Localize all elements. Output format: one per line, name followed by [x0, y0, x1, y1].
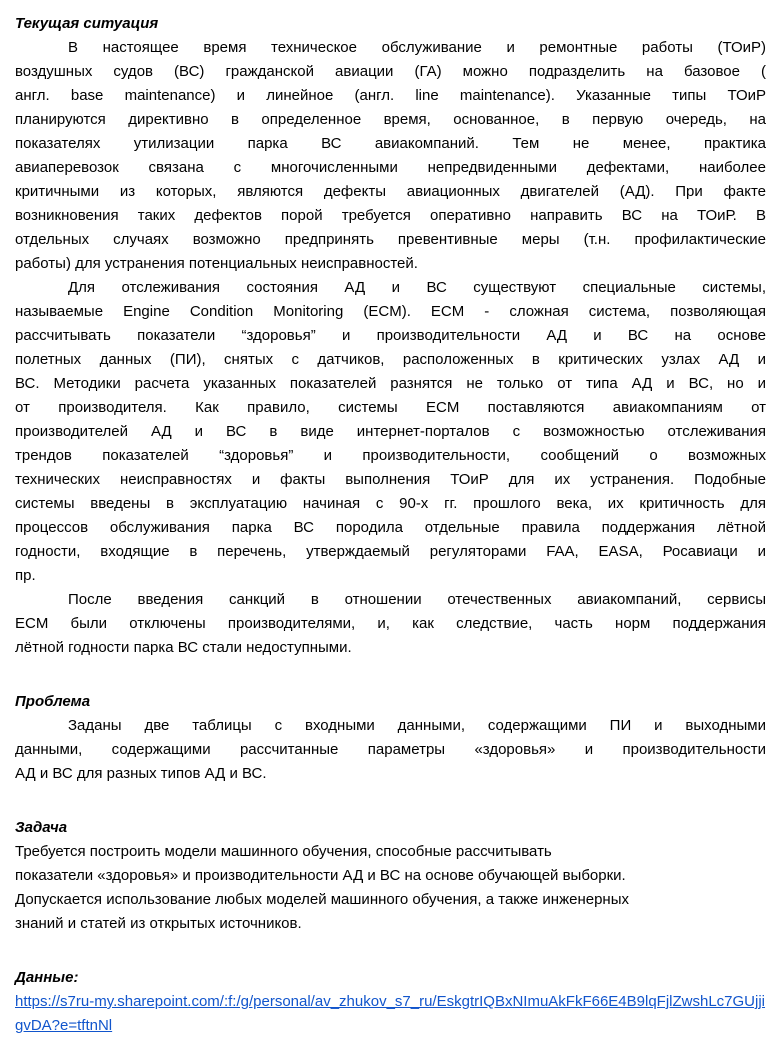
text-line: называемые Engine Condition Monitoring (ECM). ECM - сложная система, позволяющая: [15, 303, 766, 320]
text-line: рассчитывать показатели “здоровья” и производительности АД и ВС на основе: [15, 327, 766, 344]
document-body: [15, 12, 766, 1038]
text-line: знаний и статей из открытых источников.: [15, 915, 302, 932]
text-line: от производителя. Как правило, системы ECM поставляются авиакомпаниям от: [15, 399, 766, 416]
heading-task: Задача: [15, 819, 68, 836]
text-line: Заданы две таблицы с входными данными, содержащими ПИ и выходными: [68, 717, 766, 734]
text-line: АД и ВС для разных типов АД и ВС.: [15, 765, 267, 782]
heading-data: Данные:: [15, 969, 79, 986]
text-line: данными, содержащими рассчитанные параметры «здоровья» и производительности: [15, 741, 766, 758]
heading-current-situation: Текущая ситуация: [15, 15, 159, 32]
text-line: полетных данных (ПИ), снятых с датчиков, расположенных в критических узлах АД и: [15, 351, 766, 368]
text-line: технических неисправностях и факты выполнения ТОиР для их устранения. Подобные: [15, 471, 766, 488]
paragraph-task: [15, 840, 766, 936]
text-line: трендов показателей “здоровья” и производительности, сообщений о возможных: [15, 447, 766, 464]
text-line: После введения санкций в отношении отечественных авиакомпаний, сервисы: [68, 591, 766, 608]
text-line: работы) для устранения потенциальных неисправностей.: [15, 255, 418, 272]
paragraph-current-situation-3: [15, 588, 766, 660]
text-line: авиаперевозок связана с многочисленными непредвиденными дефектами, наиболее: [15, 159, 766, 176]
text-line: воздушных судов (ВС) гражданской авиации (ГА) можно подразделить на базовое (: [15, 63, 766, 80]
text-line: англ. base maintenance) и линейное (англ. line maintenance). Указанные типы ТОиР: [15, 87, 766, 104]
text-line: показатели «здоровья» и производительности АД и ВС на основе обучающей выборки.: [15, 867, 626, 884]
link-paragraph: [15, 990, 766, 1038]
text-line: показателях утилизации парка ВС авиакомпаний. Тем не менее, практика: [15, 135, 766, 152]
text-line: планируются директивно в определенное время, основанное, в первую очередь, на: [15, 111, 766, 128]
text-line: системы введены в эксплуатацию начиная с 90-х гг. прошлого века, их критичность для: [15, 495, 766, 512]
sharepoint-data-link[interactable]: https://s7ru-my.sharepoint.com/:f:/g/personal/av_zhukov_s7_ru/EskgtrIQBxNImuAkFkF66E4B9lqFjlZwshLc7GUjjigvDA?e=tftnNl: [15, 993, 766, 1034]
text-line: возникновения таких дефектов порой требуется оперативно направить ВС на ТОиР. В: [15, 207, 766, 224]
text-line: лётной годности парка ВС стали недоступными.: [15, 639, 352, 656]
text-line: годности, входящие в перечень, утверждаемый регуляторами FAA, EASA, Росавиаци и: [15, 543, 766, 560]
text-line: Для отслеживания состояния АД и ВС существуют специальные системы,: [68, 279, 766, 296]
text-line: ВС. Методики расчета указанных показателей разнятся не только от типа АД и ВС, но и: [15, 375, 766, 392]
text-line: Требуется построить модели машинного обучения, способные рассчитывать: [15, 843, 552, 860]
text-line: процессов обслуживания парка ВС породила отдельные правила поддержания лётной: [15, 519, 766, 536]
text-line: ECM были отключены производителями, и, как следствие, часть норм поддержания: [15, 615, 766, 632]
paragraph-current-situation-2: [15, 276, 766, 588]
text-line: В настоящее время техническое обслуживание и ремонтные работы (ТОиР): [68, 39, 766, 56]
paragraph-current-situation-1: [15, 36, 766, 276]
text-line: критичными из которых, являются дефекты авиационных двигателей (АД). При факте: [15, 183, 766, 200]
text-line: пр.: [15, 567, 36, 584]
paragraph-problem: [15, 714, 766, 786]
text-line: отдельных случаях возможно предпринять превентивные меры (т.н. профилактические: [15, 231, 766, 248]
text-line: Допускается использование любых моделей машинного обучения, а также инженерных: [15, 891, 629, 908]
text-line: производителей АД и ВС в виде интернет-порталов с возможностью отслеживания: [15, 423, 766, 440]
heading-problem: Проблема: [15, 693, 91, 710]
